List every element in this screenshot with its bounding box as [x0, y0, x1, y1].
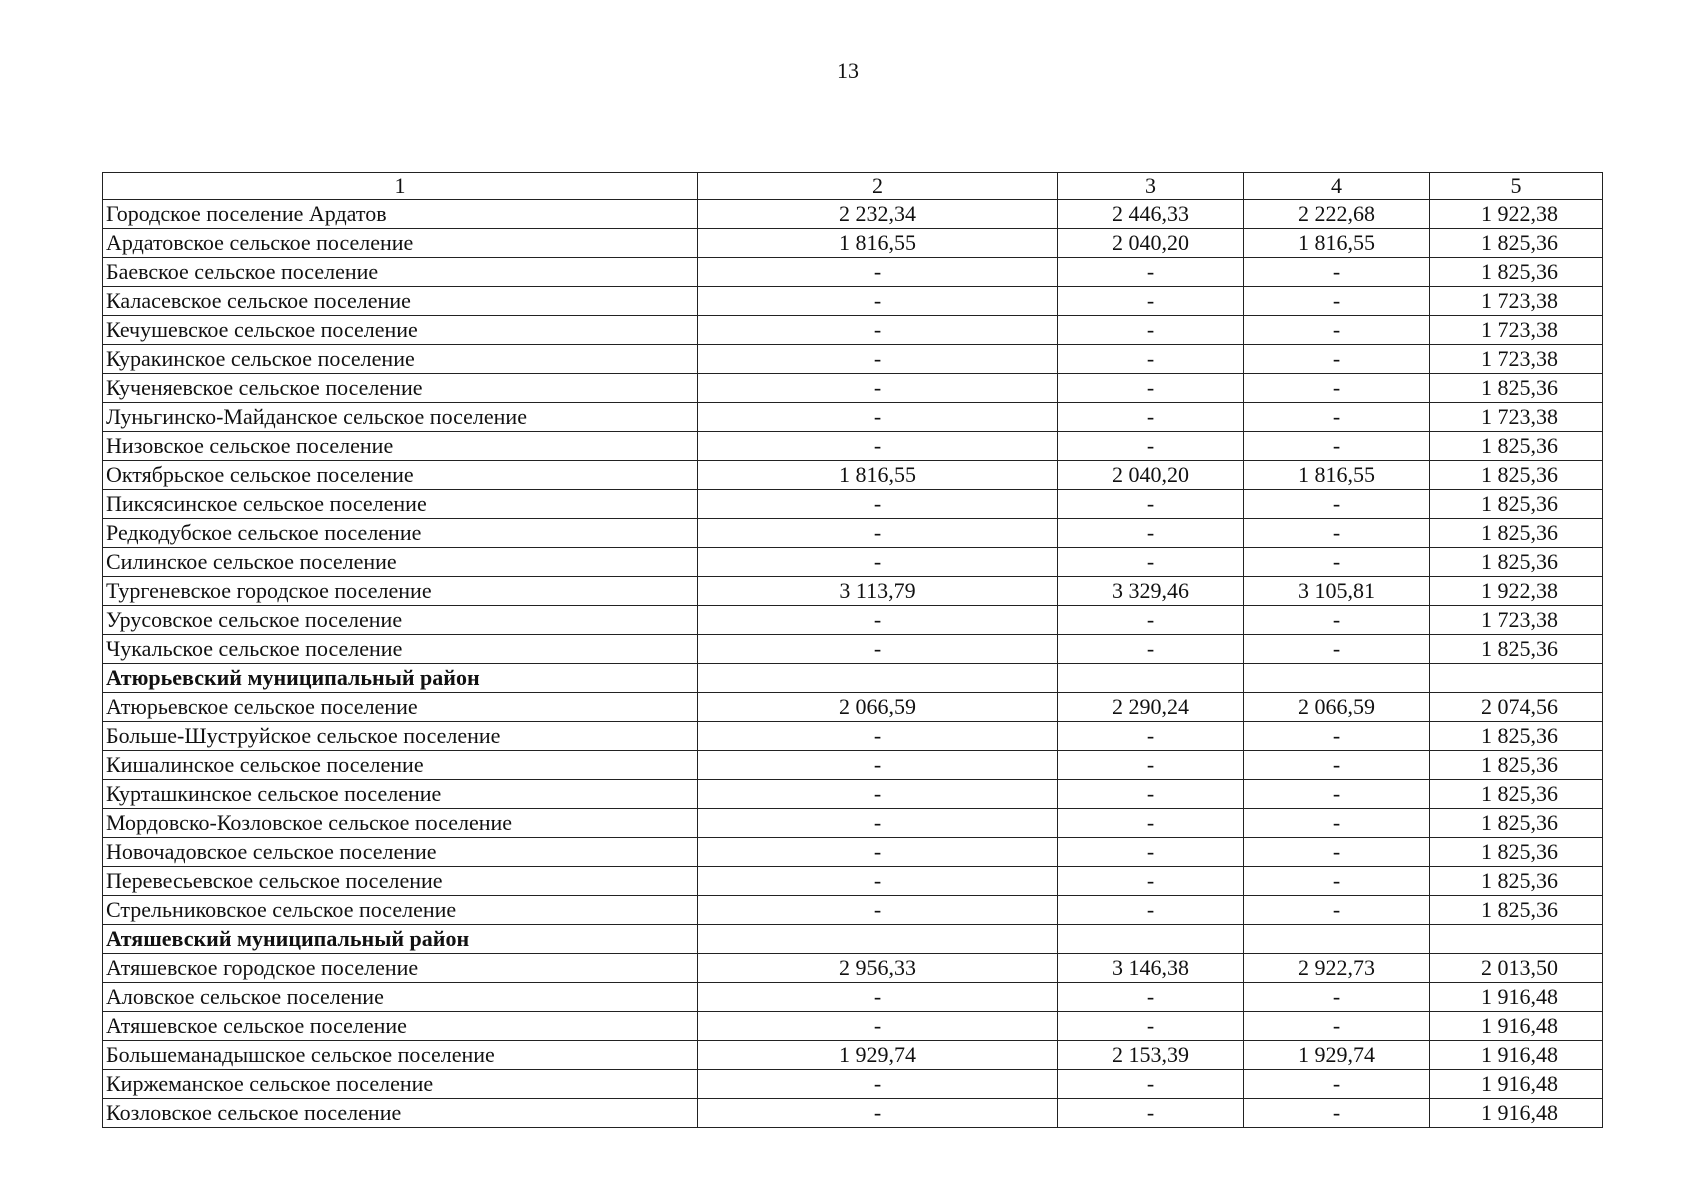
settlement-name: Куракинское сельское поселение — [103, 345, 698, 374]
cell-col-2 — [698, 925, 1058, 954]
cell-col-5: 1 916,48 — [1430, 1070, 1603, 1099]
table-row — [103, 316, 1603, 345]
table-row — [103, 751, 1603, 780]
section-row — [103, 925, 1603, 954]
cell-col-3: 2 040,20 — [1058, 461, 1244, 490]
cell-col-3: - — [1058, 896, 1244, 925]
table-body — [103, 200, 1603, 1128]
cell-col-2: - — [698, 258, 1058, 287]
cell-col-4: 1 929,74 — [1244, 1041, 1430, 1070]
cell-col-4: - — [1244, 345, 1430, 374]
cell-col-3: - — [1058, 780, 1244, 809]
cell-col-3: - — [1058, 635, 1244, 664]
cell-col-4: - — [1244, 432, 1430, 461]
table-row — [103, 403, 1603, 432]
cell-col-3 — [1058, 925, 1244, 954]
cell-col-5: 2 074,56 — [1430, 693, 1603, 722]
cell-col-5: 1 922,38 — [1430, 200, 1603, 229]
cell-col-3: 2 040,20 — [1058, 229, 1244, 258]
cell-col-5: 2 013,50 — [1430, 954, 1603, 983]
cell-col-2: - — [698, 606, 1058, 635]
table-row — [103, 693, 1603, 722]
data-table — [102, 172, 1603, 1128]
cell-col-5: 1 825,36 — [1430, 867, 1603, 896]
table-row — [103, 1041, 1603, 1070]
cell-col-4: - — [1244, 548, 1430, 577]
table-row — [103, 287, 1603, 316]
column-header-2: 2 — [698, 173, 1058, 200]
cell-col-4: - — [1244, 896, 1430, 925]
cell-col-4: - — [1244, 287, 1430, 316]
table-row — [103, 867, 1603, 896]
cell-col-5: 1 825,36 — [1430, 722, 1603, 751]
settlement-name: Каласевское сельское поселение — [103, 287, 698, 316]
cell-col-5: 1 723,38 — [1430, 287, 1603, 316]
settlement-name: Пиксясинское сельское поселение — [103, 490, 698, 519]
cell-col-5 — [1430, 664, 1603, 693]
cell-col-5: 1 922,38 — [1430, 577, 1603, 606]
cell-col-2: - — [698, 983, 1058, 1012]
table-row — [103, 490, 1603, 519]
cell-col-2: - — [698, 490, 1058, 519]
cell-col-3: - — [1058, 1070, 1244, 1099]
cell-col-5: 1 825,36 — [1430, 838, 1603, 867]
cell-col-2: - — [698, 548, 1058, 577]
column-header-3: 3 — [1058, 173, 1244, 200]
table-row — [103, 374, 1603, 403]
table-row — [103, 635, 1603, 664]
cell-col-4: 1 816,55 — [1244, 461, 1430, 490]
settlement-name: Аловское сельское поселение — [103, 983, 698, 1012]
settlement-name: Новочадовское сельское поселение — [103, 838, 698, 867]
cell-col-2: - — [698, 345, 1058, 374]
cell-col-2: - — [698, 1070, 1058, 1099]
settlement-name: Чукальское сельское поселение — [103, 635, 698, 664]
table-row — [103, 229, 1603, 258]
cell-col-5: 1 825,36 — [1430, 461, 1603, 490]
cell-col-5: 1 916,48 — [1430, 983, 1603, 1012]
table-row — [103, 258, 1603, 287]
cell-col-3: - — [1058, 374, 1244, 403]
cell-col-2: 2 232,34 — [698, 200, 1058, 229]
table-row — [103, 200, 1603, 229]
settlement-name: Баевское сельское поселение — [103, 258, 698, 287]
settlement-name: Кученяевское сельское поселение — [103, 374, 698, 403]
cell-col-3: - — [1058, 867, 1244, 896]
cell-col-2: 1 816,55 — [698, 461, 1058, 490]
cell-col-2: 1 816,55 — [698, 229, 1058, 258]
table-row — [103, 838, 1603, 867]
cell-col-5: 1 723,38 — [1430, 606, 1603, 635]
cell-col-4: 2 922,73 — [1244, 954, 1430, 983]
cell-col-5: 1 916,48 — [1430, 1099, 1603, 1128]
cell-col-3: - — [1058, 606, 1244, 635]
cell-col-2: - — [698, 780, 1058, 809]
settlement-name: Козловское сельское поселение — [103, 1099, 698, 1128]
cell-col-5: 1 825,36 — [1430, 809, 1603, 838]
cell-col-4: 2 066,59 — [1244, 693, 1430, 722]
cell-col-5: 1 825,36 — [1430, 229, 1603, 258]
cell-col-3: 2 290,24 — [1058, 693, 1244, 722]
cell-col-5: 1 723,38 — [1430, 403, 1603, 432]
column-header-4: 4 — [1244, 173, 1430, 200]
cell-col-3: - — [1058, 809, 1244, 838]
cell-col-5: 1 825,36 — [1430, 519, 1603, 548]
table-row — [103, 606, 1603, 635]
settlement-name: Мордовско-Козловское сельское поселение — [103, 809, 698, 838]
cell-col-3: - — [1058, 316, 1244, 345]
cell-col-4: - — [1244, 780, 1430, 809]
settlement-name: Луньгинско-Майданское сельское поселение — [103, 403, 698, 432]
cell-col-5: 1 825,36 — [1430, 635, 1603, 664]
cell-col-4: - — [1244, 1012, 1430, 1041]
cell-col-4: 3 105,81 — [1244, 577, 1430, 606]
cell-col-4: - — [1244, 606, 1430, 635]
column-header-1: 1 — [103, 173, 698, 200]
cell-col-4: - — [1244, 983, 1430, 1012]
cell-col-2: - — [698, 1012, 1058, 1041]
settlement-name: Атюрьевское сельское поселение — [103, 693, 698, 722]
cell-col-2: - — [698, 403, 1058, 432]
cell-col-5: 1 916,48 — [1430, 1012, 1603, 1041]
cell-col-2: 2 066,59 — [698, 693, 1058, 722]
settlement-name: Киржеманское сельское поселение — [103, 1070, 698, 1099]
cell-col-4: - — [1244, 490, 1430, 519]
cell-col-4: - — [1244, 1070, 1430, 1099]
table-row — [103, 461, 1603, 490]
settlement-name: Ардатовское сельское поселение — [103, 229, 698, 258]
cell-col-4: - — [1244, 722, 1430, 751]
cell-col-2: - — [698, 896, 1058, 925]
cell-col-5 — [1430, 925, 1603, 954]
cell-col-4: - — [1244, 403, 1430, 432]
section-row — [103, 664, 1603, 693]
cell-col-3: - — [1058, 403, 1244, 432]
table-row — [103, 519, 1603, 548]
cell-col-2: - — [698, 838, 1058, 867]
table-row — [103, 548, 1603, 577]
table-row — [103, 345, 1603, 374]
cell-col-5: 1 916,48 — [1430, 1041, 1603, 1070]
cell-col-2: - — [698, 867, 1058, 896]
cell-col-2: - — [698, 316, 1058, 345]
settlement-name: Большеманадышское сельское поселение — [103, 1041, 698, 1070]
cell-col-2: - — [698, 374, 1058, 403]
settlement-name: Атяшевский муниципальный район — [103, 925, 698, 954]
table-header-row — [103, 173, 1603, 200]
cell-col-3: - — [1058, 1099, 1244, 1128]
cell-col-3: - — [1058, 1012, 1244, 1041]
cell-col-4: - — [1244, 1099, 1430, 1128]
cell-col-5: 1 825,36 — [1430, 548, 1603, 577]
cell-col-2: - — [698, 809, 1058, 838]
settlement-name: Кечушевское сельское поселение — [103, 316, 698, 345]
cell-col-4: - — [1244, 751, 1430, 780]
cell-col-2: - — [698, 432, 1058, 461]
cell-col-3: 3 146,38 — [1058, 954, 1244, 983]
table-row — [103, 432, 1603, 461]
table-row — [103, 1099, 1603, 1128]
cell-col-2: - — [698, 519, 1058, 548]
settlement-name: Больше-Шуструйское сельское поселение — [103, 722, 698, 751]
settlement-name: Тургеневское городское поселение — [103, 577, 698, 606]
cell-col-4: - — [1244, 838, 1430, 867]
cell-col-2: - — [698, 722, 1058, 751]
cell-col-2: - — [698, 287, 1058, 316]
cell-col-3: 3 329,46 — [1058, 577, 1244, 606]
settlement-name: Низовское сельское поселение — [103, 432, 698, 461]
cell-col-3: - — [1058, 983, 1244, 1012]
cell-col-2: 1 929,74 — [698, 1041, 1058, 1070]
cell-col-4: - — [1244, 316, 1430, 345]
settlement-name: Октябрьское сельское поселение — [103, 461, 698, 490]
cell-col-2: 2 956,33 — [698, 954, 1058, 983]
table-row — [103, 896, 1603, 925]
cell-col-5: 1 825,36 — [1430, 258, 1603, 287]
cell-col-4: - — [1244, 867, 1430, 896]
table-row — [103, 577, 1603, 606]
settlement-name: Силинское сельское поселение — [103, 548, 698, 577]
settlement-name: Атюрьевский муниципальный район — [103, 664, 698, 693]
cell-col-2: - — [698, 635, 1058, 664]
cell-col-5: 1 825,36 — [1430, 490, 1603, 519]
settlement-name: Городское поселение Ардатов — [103, 200, 698, 229]
cell-col-5: 1 825,36 — [1430, 374, 1603, 403]
table-row — [103, 983, 1603, 1012]
table-row — [103, 954, 1603, 983]
cell-col-5: 1 723,38 — [1430, 345, 1603, 374]
settlement-name: Курташкинское сельское поселение — [103, 780, 698, 809]
settlement-name: Редкодубское сельское поселение — [103, 519, 698, 548]
cell-col-3: - — [1058, 432, 1244, 461]
cell-col-3: - — [1058, 345, 1244, 374]
cell-col-5: 1 723,38 — [1430, 316, 1603, 345]
cell-col-4: 2 222,68 — [1244, 200, 1430, 229]
cell-col-3 — [1058, 664, 1244, 693]
table-row — [103, 780, 1603, 809]
cell-col-4 — [1244, 925, 1430, 954]
cell-col-2: - — [698, 751, 1058, 780]
cell-col-3: 2 153,39 — [1058, 1041, 1244, 1070]
settlement-name: Стрельниковское сельское поселение — [103, 896, 698, 925]
cell-col-4: - — [1244, 809, 1430, 838]
settlement-name: Урусовское сельское поселение — [103, 606, 698, 635]
cell-col-3: - — [1058, 548, 1244, 577]
page-number: 13 — [837, 58, 859, 83]
cell-col-2 — [698, 664, 1058, 693]
cell-col-3: - — [1058, 838, 1244, 867]
table-row — [103, 722, 1603, 751]
cell-col-3: - — [1058, 258, 1244, 287]
cell-col-2: - — [698, 1099, 1058, 1128]
cell-col-5: 1 825,36 — [1430, 432, 1603, 461]
table-row — [103, 1070, 1603, 1099]
settlement-name: Атяшевское городское поселение — [103, 954, 698, 983]
cell-col-3: - — [1058, 287, 1244, 316]
cell-col-3: - — [1058, 490, 1244, 519]
settlement-name: Атяшевское сельское поселение — [103, 1012, 698, 1041]
cell-col-2: 3 113,79 — [698, 577, 1058, 606]
cell-col-4: - — [1244, 519, 1430, 548]
cell-col-3: - — [1058, 751, 1244, 780]
table-row — [103, 809, 1603, 838]
cell-col-4 — [1244, 664, 1430, 693]
settlement-name: Кишалинское сельское поселение — [103, 751, 698, 780]
cell-col-4: - — [1244, 635, 1430, 664]
cell-col-5: 1 825,36 — [1430, 896, 1603, 925]
cell-col-3: - — [1058, 722, 1244, 751]
cell-col-4: 1 816,55 — [1244, 229, 1430, 258]
settlement-name: Перевесьевское сельское поселение — [103, 867, 698, 896]
cell-col-5: 1 825,36 — [1430, 780, 1603, 809]
cell-col-4: - — [1244, 258, 1430, 287]
cell-col-4: - — [1244, 374, 1430, 403]
cell-col-3: - — [1058, 519, 1244, 548]
column-header-5: 5 — [1430, 173, 1603, 200]
cell-col-3: 2 446,33 — [1058, 200, 1244, 229]
cell-col-5: 1 825,36 — [1430, 751, 1603, 780]
table-row — [103, 1012, 1603, 1041]
